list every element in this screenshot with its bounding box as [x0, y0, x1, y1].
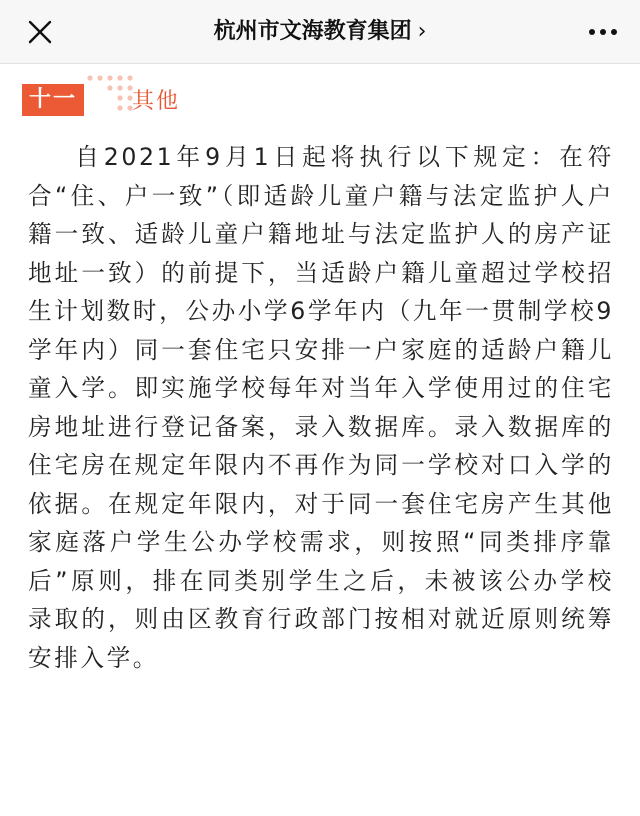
section-number: 十一	[28, 87, 77, 112]
close-button[interactable]	[22, 14, 58, 50]
article-paragraph: 自2021年9月1日起将执行以下规定：在符合“住、户一致”（即适龄儿童户籍与法定监护人户籍一致、适龄儿童户籍地址与法定监护人的房产证地址一致）的前提下，当适龄户籍儿童超过学校招生计划数时，公办小学6学年内（九年一贯制学校9学年内）同一套住宅只安排一户家庭的适龄户籍儿童入学。即实施学校每年对当年入学使用过的住宅房地址进行登记备案，录入数据库。录入数据库的住宅房在规定年限内不再作为同一学校对口入学的依据。在规定年限内，对于同一套住宅房产生其他家庭落户学生公办学校需求，则按照“同类排序靠后”原则，排在同类别学生之后，未被该公办学校录取的，则由区教育行政部门按相对就近原则统筹安排入学。	[28, 143, 614, 672]
account-name: 杭州市文海教育集团	[213, 19, 412, 44]
chevron-right-icon: ›	[417, 19, 427, 44]
section-header	[22, 74, 262, 124]
more-dots-icon	[586, 22, 620, 42]
close-icon	[22, 14, 58, 50]
section-title: 其他	[132, 89, 181, 114]
account-name-link[interactable]	[120, 0, 520, 64]
top-nav-bar	[0, 0, 640, 64]
section-number-badge	[22, 84, 84, 116]
more-button[interactable]	[586, 22, 620, 42]
